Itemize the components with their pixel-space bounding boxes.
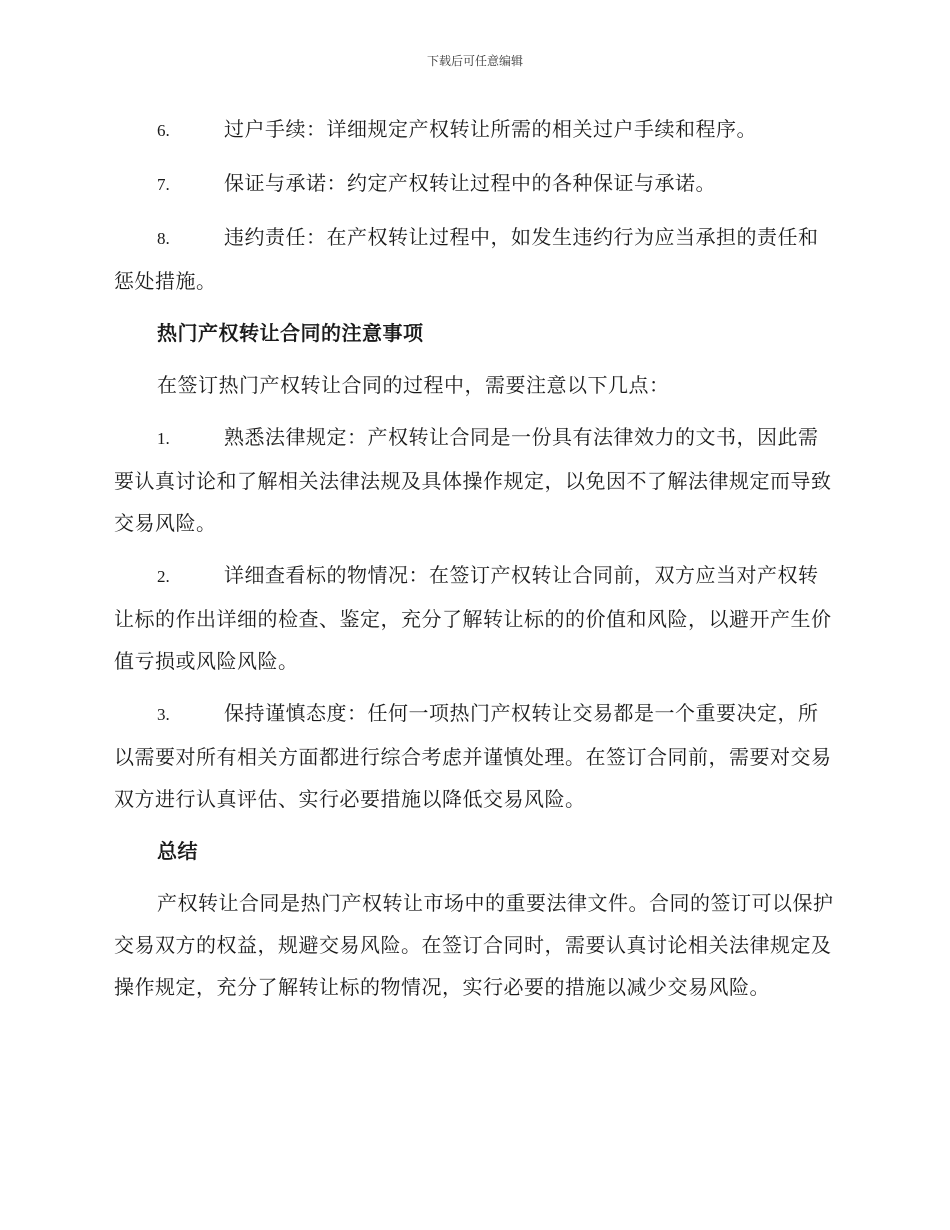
list-text: 过户手续：详细规定产权转让所需的相关过户手续和程序。 xyxy=(224,117,757,141)
section-heading-summary: 总结 xyxy=(157,839,198,863)
section-heading-notes: 热门产权转让合同的注意事项 xyxy=(157,321,424,345)
page-header: 下载后可任意编辑 xyxy=(426,54,523,68)
list-item-7 xyxy=(114,162,834,206)
list-number: 6. xyxy=(157,121,170,140)
list-item-2 xyxy=(114,554,834,682)
list-text: 熟悉法律规定：产权转让合同是一份具有法律效力的文书，因此需要认真讨论和了解相关法律法规及具体操作规定，以免因不了解法律规定而导致交易风险。 xyxy=(114,425,832,535)
list-number: 7. xyxy=(157,175,170,194)
list-text: 保持谨慎态度：任何一项热门产权转让交易都是一个重要决定，所以需要对所有相关方面都进行综合考虑并谨慎处理。在签订合同前，需要对交易双方进行认真评估、实行必要措施以降低交易风险。 xyxy=(114,701,832,811)
summary-paragraph: 产权转让合同是热门产权转让市场中的重要法律文件。合同的签订可以保护交易双方的权益，规避交易风险。在签订合同时，需要认真讨论相关法律规定及操作规定，充分了解转让标的物情况，实行必要的措施以减少交易风险。 xyxy=(114,891,834,999)
list-number: 8. xyxy=(157,229,170,248)
list-text: 保证与承诺：约定产权转让过程中的各种保证与承诺。 xyxy=(224,171,716,195)
notes-intro-paragraph: 在签订热门产权转让合同的过程中，需要注意以下几点： xyxy=(157,373,670,397)
list-number: 3. xyxy=(157,705,170,724)
document-body xyxy=(114,108,834,1018)
list-item-6 xyxy=(114,108,834,152)
list-item-1 xyxy=(114,416,834,544)
list-text: 违约责任：在产权转让过程中，如发生违约行为应当承担的责任和惩处措施。 xyxy=(114,225,819,293)
list-number: 1. xyxy=(157,429,170,448)
list-item-3 xyxy=(114,692,834,820)
list-item-8 xyxy=(114,216,834,302)
list-number: 2. xyxy=(157,567,170,586)
list-text: 详细查看标的物情况：在签订产权转让合同前，双方应当对产权转让标的作出详细的检查、鉴定，充分了解转让标的的价值和风险，以避开产生价值亏损或风险风险。 xyxy=(114,563,832,673)
